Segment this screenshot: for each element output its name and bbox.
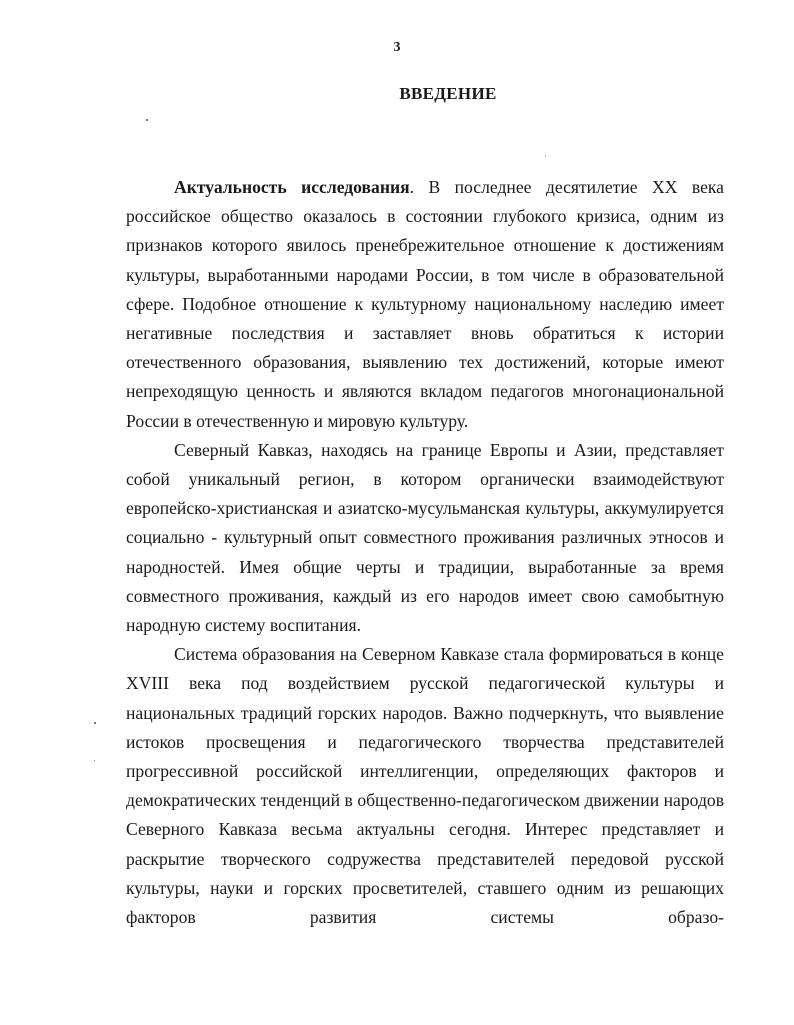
scan-speck <box>94 760 95 761</box>
paragraph-lead: Актуальность исследования <box>174 177 410 197</box>
paragraph-caucasus: Северный Кавказ, находясь на границе Европы и Азии, представляет собой уникальный регион, в котором органически взаимодействуют европейско-христианская и азиатско-мусульманская культуры, аккумулируется социально - культурный опыт совместного проживания различных этносов и народностей. Имея общие черты и традиции, выработанные за время совместного проживания, каждый из его народов имеет свою самобытную народную систему воспитания. <box>126 439 724 636</box>
body-text <box>126 173 724 932</box>
section-title: ВВЕДЕНИЕ <box>399 84 497 103</box>
scan-speck <box>545 155 546 156</box>
paragraph-education-system: Система образования на Северном Кавказе стала формироваться в конце XVIII века под воздействием русской педагогической культуры и национальных традиций горских народов. Важно подчеркнуть, что выявление истоков просвещения и педагогического творчества представителей прогрессивной российской интеллигенции, определяющих факторов и демократических тенденций в общественно-педагогическом движении народов Северного Кавказа весьма актуальны сегодня. Интерес представляет и раскрытие творческого содружества представителей передовой русской культуры, науки и горских просветителей, ставшего одним из решающих факторов развития системы образо- <box>126 644 724 928</box>
paragraph-text: . В последнее десятилетие XX века российское общество оказалось в состоянии глубокого кризиса, одним из признаков которого явилось пренебрежительное отношение к достижениям культуры, выработанными народами России, в том числе в образовательной сфере. Подобное отношение к культурному национальному наследию имеет негативные последствия и заставляет вновь обратиться к истории отечественного образования, выявлению тех достижений, которые имеют непреходящую ценность и являются вкладом педагогов многонациональной России в отечественную и мировую культуру. <box>126 177 724 431</box>
scan-speck <box>146 119 148 121</box>
paragraph-relevance <box>126 173 724 436</box>
scan-speck <box>94 722 96 724</box>
page-number: 3 <box>393 40 401 55</box>
